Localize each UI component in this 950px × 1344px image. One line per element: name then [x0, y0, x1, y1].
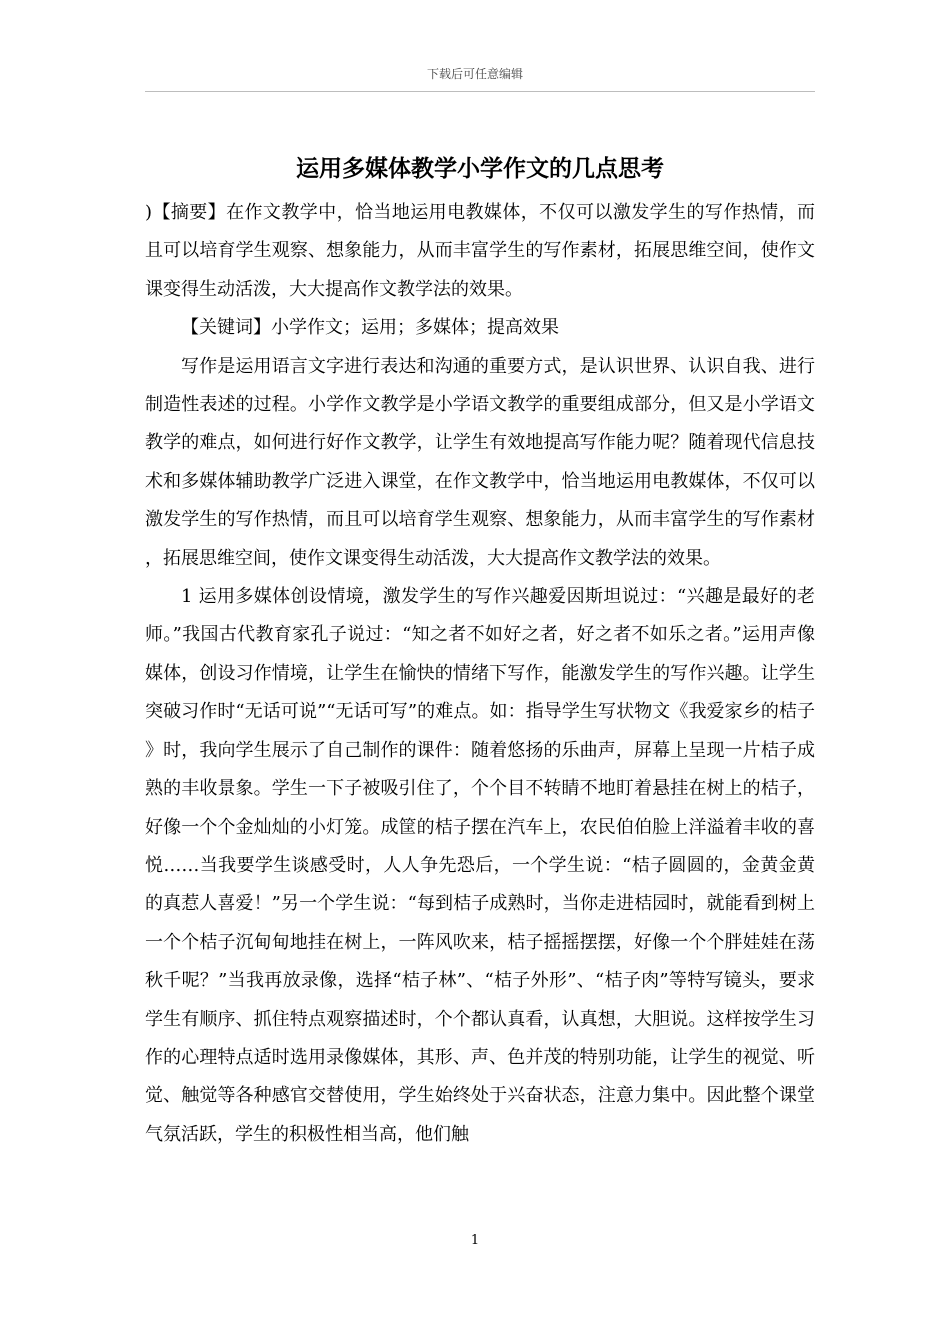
- header-divider: [145, 91, 815, 92]
- document-title: 运用多媒体教学小学作文的几点思考: [296, 156, 664, 182]
- page-header-note: 下载后可任意编辑: [426, 67, 523, 81]
- body-paragraph-section-1: 1 运用多媒体创设情境，激发学生的写作兴趣爱因斯坦说过：“兴趣是最好的老师。”我国古代教育家孔子说过：“知之者不如好之者，好之者不如乐之者。”运用声像媒体，创设习作情境，让学生在愉快的情绪下写作，能激发学生的写作兴趣。让学生突破习作时“无话可说”“无话可写”的难点。如：指导学生写状物文《我爱家乡的桔子》时，我向学生展示了自己制作的课件：随着悠扬的乐曲声，屏幕上呈现一片桔子成熟的丰收景象。学生一下子被吸引住了，个个目不转睛不地盯着悬挂在树上的桔子，好像一个个金灿灿的小灯笼。成筐的桔子摆在汽车上，农民伯伯脸上洋溢着丰收的喜悦……当我要学生谈感受时，人人争先恐后，一个学生说：“桔子圆圆的，金黄金黄的真惹人喜爱！”另一个学生说：“每到桔子成熟时，当你走进桔园时，就能看到树上一个个桔子沉甸甸地挂在树上，一阵风吹来，桔子摇摇摆摆，好像一个个胖娃娃在荡秋千呢？”当我再放录像，选择“桔子林”、“桔子外形”、“桔子肉”等特写镜头，要求学生有顺序、抓住特点观察描述时，个个都认真看，认真想，大胆说。这样按学生习作的心理特点适时选用录像媒体，其形、声、色并茂的特别功能，让学生的视觉、听觉、触觉等各种感官交替使用，学生始终处于兴奋状态，注意力集中。因此整个课堂气氛活跃，学生的积极性相当高，他们触: [145, 586, 815, 1145]
- keywords-paragraph: 【关键词】小学作文；运用；多媒体；提高效果: [181, 317, 559, 339]
- abstract-paragraph: )【摘要】在作文教学中，恰当地运用电教媒体，不仅可以激发学生的写作热情，而且可以培育学生观察、想象能力，从而丰富学生的写作素材，拓展思维空间，使作文课变得生动活泼，大大提高作文教学法的效果。: [145, 202, 815, 300]
- page-number: 1: [470, 1233, 480, 1248]
- document-body: [145, 194, 815, 1154]
- body-paragraph-intro: 写作是运用语言文字进行表达和沟通的重要方式，是认识世界、认识自我、进行制造性表述的过程。小学作文教学是小学语文教学的重要组成部分，但又是小学语文教学的难点，如何进行好作文教学，让学生有效地提高写作能力呢？随着现代信息技术和多媒体辅助教学广泛进入课堂，在作文教学中，恰当地运用电教媒体，不仅可以激发学生的写作热情，而且可以培育学生观察、想象能力，从而丰富学生的写作素材，拓展思维空间，使作文课变得生动活泼，大大提高作文教学法的效果。: [145, 355, 815, 569]
